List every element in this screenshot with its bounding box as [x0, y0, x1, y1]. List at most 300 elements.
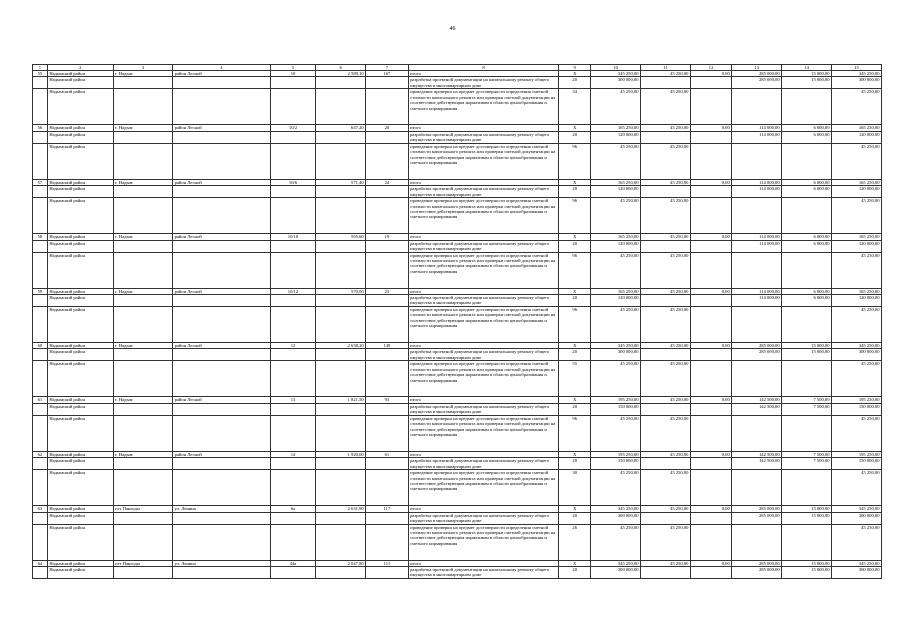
- district-cell: Надымский район: [47, 512, 113, 524]
- work-type-cell: итого: [408, 451, 559, 457]
- code-cell: 20: [559, 349, 591, 361]
- amount-cell: 45 250,00: [641, 71, 691, 77]
- house-cell: 14: [270, 451, 316, 457]
- amount-cell: 165 250,00: [832, 234, 882, 240]
- district-cell: Надымский район: [47, 415, 113, 451]
- residents-cell: [366, 143, 408, 179]
- locality-cell: [113, 143, 172, 179]
- table-row: [33, 143, 882, 179]
- amount-cell: [782, 198, 832, 234]
- amount-cell: 345 250,00: [832, 71, 882, 77]
- amount-cell: 285 000,00: [732, 349, 782, 361]
- residents-cell: [366, 512, 408, 524]
- amount-cell: 6 000,00: [782, 125, 832, 131]
- amount-cell: 300 000,00: [591, 349, 641, 361]
- table-row: [33, 458, 882, 470]
- amount-cell: 300 000,00: [591, 567, 641, 579]
- locality-cell: [113, 295, 172, 307]
- amount-cell: 45 250,00: [591, 143, 641, 179]
- amount-cell: 45 250,00: [641, 252, 691, 288]
- amount-cell: [690, 240, 731, 252]
- amount-cell: [732, 524, 782, 560]
- amount-cell: [690, 403, 731, 415]
- area-cell: 2 589,10: [316, 71, 366, 77]
- locality-cell: [113, 361, 172, 397]
- row-number: [33, 89, 48, 125]
- amount-cell: [690, 415, 731, 451]
- amount-cell: 285 000,00: [732, 506, 782, 512]
- amount-cell: [782, 252, 832, 288]
- area-cell: [316, 567, 366, 579]
- residents-cell: [366, 567, 408, 579]
- amount-cell: 15 000,00: [782, 343, 832, 349]
- amount-cell: 142 500,00: [732, 451, 782, 457]
- residents-cell: [366, 77, 408, 89]
- table-row: [33, 89, 882, 125]
- amount-cell: 345 250,00: [832, 560, 882, 566]
- locality-cell: [113, 307, 172, 343]
- amount-cell: 0,00: [690, 506, 731, 512]
- street-cell: [173, 252, 271, 288]
- amount-cell: 120 000,00: [832, 131, 882, 143]
- amount-cell: 285 000,00: [732, 71, 782, 77]
- amount-cell: [641, 186, 691, 198]
- amount-cell: 7 500,00: [782, 397, 832, 403]
- house-cell: 10/2: [270, 125, 316, 131]
- work-type-cell: разработка проектной документации на капитальному ремонту общего имущества в многоквартирном доме: [408, 131, 559, 143]
- amount-cell: 195 250,00: [832, 397, 882, 403]
- amount-cell: 150 000,00: [591, 403, 641, 415]
- code-cell: 96: [559, 415, 591, 451]
- code-cell: 96: [559, 198, 591, 234]
- amount-cell: 345 250,00: [832, 506, 882, 512]
- amount-cell: 45 250,00: [641, 361, 691, 397]
- column-number: 15: [832, 65, 882, 71]
- row-number: 59: [33, 288, 48, 294]
- code-cell: 20: [559, 77, 591, 89]
- amount-cell: 345 250,00: [591, 506, 641, 512]
- area-cell: [316, 186, 366, 198]
- area-cell: 595,60: [316, 234, 366, 240]
- column-number: 13: [732, 65, 782, 71]
- locality-cell: г. Надым: [113, 234, 172, 240]
- table-row: [33, 415, 882, 451]
- amount-cell: [641, 458, 691, 470]
- residents-cell: [366, 198, 408, 234]
- street-cell: район Лесной: [173, 343, 271, 349]
- amount-cell: 300 000,00: [832, 567, 882, 579]
- house-cell: [270, 252, 316, 288]
- locality-cell: [113, 252, 172, 288]
- amount-cell: 45 250,00: [641, 198, 691, 234]
- house-cell: [270, 89, 316, 125]
- row-number: 56: [33, 125, 48, 131]
- amount-cell: 6 000,00: [782, 179, 832, 185]
- work-type-cell: итого: [408, 288, 559, 294]
- amount-cell: 165 250,00: [591, 288, 641, 294]
- house-cell: 13: [270, 397, 316, 403]
- amount-cell: [690, 458, 731, 470]
- work-type-cell: проведение проверки на предмет достоверности определения сметной стоимости капитального ремонта или проверки сметной документации на соответствие действующим нормативам в области ценообразования и сметного нормирования: [408, 307, 559, 343]
- amount-cell: 345 250,00: [591, 71, 641, 77]
- area-cell: [316, 252, 366, 288]
- amount-cell: 300 000,00: [832, 512, 882, 524]
- locality-cell: [113, 512, 172, 524]
- code-cell: 96: [559, 143, 591, 179]
- table-row: [33, 295, 882, 307]
- amount-cell: 7 500,00: [782, 403, 832, 415]
- amount-cell: [782, 415, 832, 451]
- amount-cell: 114 000,00: [732, 179, 782, 185]
- amount-cell: [690, 198, 731, 234]
- area-cell: [316, 470, 366, 506]
- amount-cell: [690, 186, 731, 198]
- work-type-cell: проведение проверки на предмет достоверности определения сметной стоимости капитального ремонта или проверки сметной документации на соответствие действующим нормативам в области ценообразования и сметного нормирования: [408, 361, 559, 397]
- area-cell: 2 638,20: [316, 343, 366, 349]
- house-cell: 10: [270, 71, 316, 77]
- residents-cell: [366, 307, 408, 343]
- code-cell: 20: [559, 295, 591, 307]
- amount-cell: 15 000,00: [782, 77, 832, 89]
- amount-cell: [782, 89, 832, 125]
- amount-cell: 300 000,00: [832, 77, 882, 89]
- district-cell: Надымский район: [47, 397, 113, 403]
- district-cell: Надымский район: [47, 349, 113, 361]
- amount-cell: 45 250,00: [832, 524, 882, 560]
- house-cell: 44а: [270, 560, 316, 566]
- amount-cell: 45 250,00: [641, 506, 691, 512]
- work-type-cell: разработка проектной документации на капитальному ремонту общего имущества в многоквартирном доме: [408, 186, 559, 198]
- street-cell: район Лесной: [173, 451, 271, 457]
- street-cell: [173, 458, 271, 470]
- row-number: [33, 77, 48, 89]
- amount-cell: 15 000,00: [782, 506, 832, 512]
- code-cell: 26: [559, 524, 591, 560]
- amount-cell: 0,00: [690, 397, 731, 403]
- locality-cell: г. Надым: [113, 71, 172, 77]
- amount-cell: 45 250,00: [641, 125, 691, 131]
- row-number: [33, 470, 48, 506]
- district-cell: Надымский район: [47, 240, 113, 252]
- table-row: [33, 198, 882, 234]
- amount-cell: 6 000,00: [782, 186, 832, 198]
- district-cell: Надымский район: [47, 361, 113, 397]
- house-cell: [270, 295, 316, 307]
- residents-cell: [366, 458, 408, 470]
- amount-cell: 285 000,00: [732, 560, 782, 566]
- work-type-cell: проведение проверки на предмет достоверности определения сметной стоимости капитального ремонта или проверки сметной документации на соответствие действующим нормативам в области ценообразования и сметного нормирования: [408, 143, 559, 179]
- amount-cell: 45 250,00: [832, 143, 882, 179]
- amount-cell: [641, 403, 691, 415]
- repair-schedule-table: [32, 64, 882, 579]
- amount-cell: 0,00: [690, 234, 731, 240]
- row-number: 60: [33, 343, 48, 349]
- amount-cell: 0,00: [690, 560, 731, 566]
- amount-cell: 45 250,00: [832, 198, 882, 234]
- work-type-cell: проведение проверки на предмет достоверности определения сметной стоимости капитального ремонта или проверки сметной документации на соответствие действующим нормативам в области ценообразования и сметного нормирования: [408, 89, 559, 125]
- amount-cell: [690, 307, 731, 343]
- residents-cell: [366, 524, 408, 560]
- street-cell: [173, 240, 271, 252]
- work-type-cell: разработка проектной документации на капитальному ремонту общего имущества в многоквартирном доме: [408, 403, 559, 415]
- locality-cell: [113, 524, 172, 560]
- locality-cell: [113, 186, 172, 198]
- street-cell: [173, 77, 271, 89]
- amount-cell: 195 250,00: [591, 397, 641, 403]
- amount-cell: 45 250,00: [641, 143, 691, 179]
- amount-cell: [690, 567, 731, 579]
- column-number: 12: [690, 65, 731, 71]
- amount-cell: 45 250,00: [832, 361, 882, 397]
- table-row: [33, 186, 882, 198]
- work-type-cell: проведение проверки на предмет достоверности определения сметной стоимости капитального ремонта или проверки сметной документации на соответствие действующим нормативам в области ценообразования и сметного нормирования: [408, 198, 559, 234]
- street-cell: [173, 143, 271, 179]
- street-cell: район Лесной: [173, 179, 271, 185]
- house-cell: [270, 131, 316, 143]
- locality-cell: [113, 415, 172, 451]
- house-cell: [270, 361, 316, 397]
- table-row: [33, 403, 882, 415]
- row-number: [33, 252, 48, 288]
- amount-cell: 345 250,00: [591, 343, 641, 349]
- amount-cell: 300 000,00: [591, 512, 641, 524]
- amount-cell: [641, 131, 691, 143]
- table-row: [33, 307, 882, 343]
- district-cell: Надымский район: [47, 288, 113, 294]
- amount-cell: 45 250,00: [591, 415, 641, 451]
- amount-cell: [641, 295, 691, 307]
- locality-cell: [113, 349, 172, 361]
- amount-cell: [690, 349, 731, 361]
- residents-cell: 61: [366, 451, 408, 457]
- residents-cell: [366, 240, 408, 252]
- table-row: [33, 361, 882, 397]
- residents-cell: 117: [366, 506, 408, 512]
- amount-cell: 114 000,00: [732, 131, 782, 143]
- column-number: 8: [408, 65, 559, 71]
- street-cell: район Лесной: [173, 234, 271, 240]
- area-cell: [316, 131, 366, 143]
- code-cell: 34: [559, 89, 591, 125]
- amount-cell: [690, 512, 731, 524]
- amount-cell: 45 250,00: [832, 89, 882, 125]
- amount-cell: 0,00: [690, 288, 731, 294]
- amount-cell: 120 000,00: [832, 295, 882, 307]
- amount-cell: [782, 361, 832, 397]
- district-cell: Надымский район: [47, 567, 113, 579]
- district-cell: Надымский район: [47, 295, 113, 307]
- work-type-cell: проведение проверки на предмет достоверности определения сметной стоимости капитального ремонта или проверки сметной документации на соответствие действующим нормативам в области ценообразования и сметного нормирования: [408, 470, 559, 506]
- area-cell: [316, 198, 366, 234]
- code-cell: X: [559, 288, 591, 294]
- amount-cell: [732, 415, 782, 451]
- work-type-cell: разработка проектной документации на капитальному ремонту общего имущества в многоквартирном доме: [408, 295, 559, 307]
- amount-cell: 7 500,00: [782, 458, 832, 470]
- district-cell: Надымский район: [47, 125, 113, 131]
- code-cell: X: [559, 343, 591, 349]
- amount-cell: [690, 524, 731, 560]
- amount-cell: 6 000,00: [782, 288, 832, 294]
- row-number: [33, 186, 48, 198]
- amount-cell: 0,00: [690, 179, 731, 185]
- house-cell: [270, 524, 316, 560]
- locality-cell: [113, 470, 172, 506]
- house-cell: [270, 349, 316, 361]
- amount-cell: [732, 470, 782, 506]
- row-number: 58: [33, 234, 48, 240]
- district-cell: Надымский район: [47, 560, 113, 566]
- table-row: [33, 252, 882, 288]
- work-type-cell: разработка проектной документации на капитальному ремонту общего имущества в многоквартирном доме: [408, 240, 559, 252]
- amount-cell: 195 250,00: [591, 451, 641, 457]
- work-type-cell: проведение проверки на предмет достоверности определения сметной стоимости капитального ремонта или проверки сметной документации на соответствие действующим нормативам в области ценообразования и сметного нормирования: [408, 252, 559, 288]
- street-cell: [173, 295, 271, 307]
- row-number: [33, 361, 48, 397]
- amount-cell: 165 250,00: [591, 179, 641, 185]
- area-cell: [316, 524, 366, 560]
- table-row: [33, 567, 882, 579]
- amount-cell: 165 250,00: [591, 125, 641, 131]
- locality-cell: г. Надым: [113, 343, 172, 349]
- district-cell: Надымский район: [47, 198, 113, 234]
- district-cell: Надымский район: [47, 458, 113, 470]
- amount-cell: [732, 143, 782, 179]
- amount-cell: [641, 349, 691, 361]
- amount-cell: 150 000,00: [591, 458, 641, 470]
- amount-cell: 45 250,00: [832, 415, 882, 451]
- row-number: [33, 403, 48, 415]
- amount-cell: 6 000,00: [782, 234, 832, 240]
- code-cell: X: [559, 71, 591, 77]
- work-type-cell: итого: [408, 125, 559, 131]
- street-cell: [173, 89, 271, 125]
- work-type-cell: проведение проверки на предмет достоверности определения сметной стоимости капитального ремонта или проверки сметной документации на соответствие действующим нормативам в области ценообразования и сметного нормирования: [408, 415, 559, 451]
- amount-cell: 0,00: [690, 125, 731, 131]
- amount-cell: [690, 89, 731, 125]
- column-number: 11: [641, 65, 691, 71]
- amount-cell: [690, 143, 731, 179]
- row-number: [33, 240, 48, 252]
- row-number: [33, 524, 48, 560]
- code-cell: X: [559, 397, 591, 403]
- amount-cell: 345 250,00: [591, 560, 641, 566]
- work-type-cell: разработка проектной документации на капитальному ремонту общего имущества в многоквартирном доме: [408, 458, 559, 470]
- street-cell: ул. Ленина: [173, 506, 271, 512]
- work-type-cell: разработка проектной документации на капитальному ремонту общего имущества в многоквартирном доме: [408, 567, 559, 579]
- locality-cell: г. Надым: [113, 125, 172, 131]
- street-cell: [173, 524, 271, 560]
- house-cell: [270, 198, 316, 234]
- column-number: 2: [47, 65, 113, 71]
- amount-cell: 45 250,00: [641, 470, 691, 506]
- street-cell: [173, 567, 271, 579]
- code-cell: 20: [559, 186, 591, 198]
- street-cell: [173, 403, 271, 415]
- row-number: [33, 143, 48, 179]
- street-cell: район Лесной: [173, 288, 271, 294]
- street-cell: [173, 415, 271, 451]
- column-number: 1: [33, 65, 48, 71]
- amount-cell: 165 250,00: [832, 288, 882, 294]
- work-type-cell: разработка проектной документации на капитальному ремонту общего имущества в многоквартирном доме: [408, 349, 559, 361]
- street-cell: [173, 186, 271, 198]
- amount-cell: 45 250,00: [832, 307, 882, 343]
- locality-cell: г. Надым: [113, 288, 172, 294]
- amount-cell: [690, 131, 731, 143]
- amount-cell: 6 000,00: [782, 295, 832, 307]
- area-cell: [316, 89, 366, 125]
- amount-cell: 45 250,00: [641, 343, 691, 349]
- area-cell: 2 047,80: [316, 560, 366, 566]
- page-number: 46: [449, 26, 456, 32]
- locality-cell: [113, 458, 172, 470]
- house-cell: [270, 307, 316, 343]
- table-row: [33, 512, 882, 524]
- code-cell: X: [559, 506, 591, 512]
- residents-cell: [366, 415, 408, 451]
- street-cell: [173, 131, 271, 143]
- house-cell: [270, 470, 316, 506]
- amount-cell: [732, 252, 782, 288]
- area-cell: [316, 458, 366, 470]
- amount-cell: [690, 470, 731, 506]
- residents-cell: 167: [366, 71, 408, 77]
- amount-cell: 45 250,00: [641, 307, 691, 343]
- street-cell: район Лесной: [173, 397, 271, 403]
- amount-cell: [782, 143, 832, 179]
- amount-cell: [782, 524, 832, 560]
- table-row: [33, 77, 882, 89]
- table-row: [33, 131, 882, 143]
- amount-cell: 120 000,00: [832, 186, 882, 198]
- amount-cell: 300 000,00: [832, 349, 882, 361]
- work-type-cell: разработка проектной документации на капитальному ремонту общего имущества в многоквартирном доме: [408, 512, 559, 524]
- district-cell: Надымский район: [47, 71, 113, 77]
- code-cell: 20: [559, 512, 591, 524]
- locality-cell: [113, 131, 172, 143]
- table-row: [33, 470, 882, 506]
- residents-cell: 111: [366, 560, 408, 566]
- district-cell: Надымский район: [47, 186, 113, 198]
- residents-cell: [366, 470, 408, 506]
- row-number: 57: [33, 179, 48, 185]
- table-row: [33, 524, 882, 560]
- amount-cell: 15 000,00: [782, 560, 832, 566]
- amount-cell: 45 250,00: [591, 89, 641, 125]
- code-cell: 30: [559, 470, 591, 506]
- amount-cell: 45 250,00: [641, 179, 691, 185]
- area-cell: [316, 240, 366, 252]
- district-cell: Надымский район: [47, 77, 113, 89]
- area-cell: 647,20: [316, 125, 366, 131]
- amount-cell: 150 000,00: [832, 403, 882, 415]
- district-cell: Надымский район: [47, 524, 113, 560]
- row-number: [33, 567, 48, 579]
- row-number: 64: [33, 560, 48, 566]
- street-cell: [173, 470, 271, 506]
- row-number: 63: [33, 506, 48, 512]
- amount-cell: 45 250,00: [641, 415, 691, 451]
- residents-cell: [366, 131, 408, 143]
- work-type-cell: итого: [408, 343, 559, 349]
- area-cell: [316, 349, 366, 361]
- amount-cell: 45 250,00: [641, 524, 691, 560]
- street-cell: [173, 198, 271, 234]
- street-cell: [173, 349, 271, 361]
- amount-cell: [641, 240, 691, 252]
- row-number: [33, 295, 48, 307]
- house-cell: [270, 567, 316, 579]
